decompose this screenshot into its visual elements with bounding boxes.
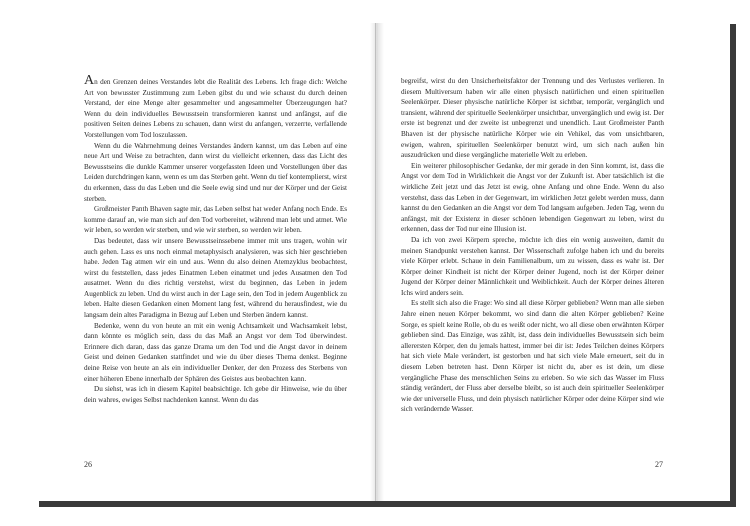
paragraph: Es stellt sich also die Frage: Wo sind all diese Körper geblieben? Wenn man alle sieben Jahre einen neuen Körper bekommt, wo sind dann die alten Körper geblieben? Keine Sorge, es spielt keine Rolle, ob du es weißt oder nicht, wo all diese oben erwähnten Körper geblieben sind. Das Einzige, was zählt, ist, dass dein individuelles Bewusstsein sich beim allerersten Körper, den du jemals hattest, immer bei dir ist: Jedes Teilchen deines Körpers hat sich viele Male verändert, ist gestorben und hat sich viele Male erneuert, seit du in diesem Leben betreten hast. Denn Körper ist nicht du, aber es ist dein, um diese vergängliche Phase des menschlichen Seins zu erleben. So wie sich das Wasser im Fluss ständig verändert, der Fluss aber derselbe bleibt, so ist auch dein spiritueller Seelenkörper wie der universelle Fluss, und dein physisch natürlicher Körper oder deine Körper sind wie sich verändernde Wasser.: [401, 299, 664, 414]
page-number: 27: [655, 460, 663, 469]
right-page: [376, 23, 730, 501]
left-page-text: [84, 73, 348, 405]
paragraph: Wenn du die Wahrnehmung deines Verstandes ändern kannst, um das Leben auf eine neue Art und Weise zu betrachten, dann wirst du vielleicht erkennen, dass das Licht des Bewusstseins die dunkle Kammer unserer vorgefassten Ideen und Vorstellungen über das Leiden durchdringen kann, wenn es um das Sterben geht. Wenn du tief kontemplierst, wirst du erkennen, dass du das Leben und die Seele ewig sind und nur der Körper und der Geist sterben.: [84, 141, 347, 203]
paragraph: Ein weiterer philosophischer Gedanke, der mir gerade in den Sinn kommt, ist, dass die Angst vor dem Tod in Wirklichkeit die Angst vor der Zukunft ist. Aber tatsächlich ist die wirkliche Zeit jetzt und das Jetzt ist ewig, ohne Anfang und ohne Ende. Wenn du also verstehst, dass das Leben in der Gegenwart, im wirklichen Jetzt gelebt werden muss, dann kannst du den Gedanken an die Angst vor dem Tod langsam aufgeben. Jeden Tag, wenn du anfängst, mit der Existenz in dieser schönen lebendigen Gegenwart zu leben, wirst du erkennen, dass der Tod nur eine Illusion ist.: [401, 161, 664, 234]
drop-cap: A: [84, 73, 95, 88]
paragraph-text: n den Grenzen deines Verstandes lebt die Realität des Lebens. Ich frage dich: Welche Art von bewusster Zustimmung zum Leben gibst du und wie schaust du durch deinen Verstand, der eine Menge alter gesammelter und angesammelter Überzeugungen hat? Wenn du dein individuelles Bewusstsein transformieren kannst und anfängst, auf die positiven Seiten deines Lebens zu schauen, dann wirst du anfangen, verzerrte, verfallende Vorstellungen vom Tod loszulassen.: [84, 78, 347, 139]
paragraph: Bedenke, wenn du von heute an mit ein wenig Achtsamkeit und Wachsamkeit lebst, dann könnte es möglich sein, dass du das Maß an Angst vor dem Tod überwindest. Erinnere dich daran, dass das ganze Drama um den Tod und die Angst davor in deinem Geist und deinen Gedanken stattfindet und wie du über dieses Thema denkst. Beginne deine Reise von heute an als ein individueller Denker, der den Prozess des Sterbens von einer höheren Ebene innerhalb der Sphären des Geistes aus beobachten kann.: [84, 321, 347, 383]
paragraph: Großmeister Panth Bhaven sagte mir, das Leben selbst hat weder Anfang noch Ende. Es komme darauf an, wie man sich auf den Tod vorbereitet, während man lebt und atmet. Wie wir leben, so werden wir sterben, und wie wir sterben, so werden wir leben.: [84, 205, 348, 235]
paragraph: [84, 73, 347, 141]
paragraph: begreifst, wirst du den Unsicherheitsfaktor der Trennung und des Verlustes verlieren. In diesem Multiversum haben wir alle einen physisch natürlichen und einen spirituellen Seelenkörper. Dieser physische natürliche Körper ist sichtbar, temporär, vergänglich und transient, während der spirituelle Seelenkörper unsichtbar, unvergänglich und ewig ist. Der erste ist begrenzt und der zweite ist unbegrenzt und unendlich. Laut Großmeister Panth Bhaven ist der physische natürliche Körper wie ein Vehikel, das vom unsichtbaren, ewigen, wahren, spirituellen Seelenkörper benutzt wird, um sich nach außen hin auszudrücken und diese vergängliche materielle Welt zu erleben.: [401, 77, 664, 160]
page-number: 26: [84, 460, 92, 469]
paragraph: Du siehst, was ich in diesem Kapitel beabsichtige. Ich gebe dir Hinweise, wie du über dein wahres, ewiges Selbst nachdenken kannst. Wenn du das: [84, 385, 347, 404]
paragraph: Da ich von zwei Körpern spreche, möchte ich dies ein wenig ausweiten, damit du meinen Standpunkt verstehen kannst. Der Wissenschaft zufolge haben ich und du bereits viele Körper erlebt. Schaue in dein Familienalbum, um zu wissen, dass es wahr ist. Der Körper deiner Kindheit ist nicht der Körper deiner Jugend, noch ist der Körper deiner Jugend der Körper deiner Männlichkeit und Weiblichkeit. Auch der Körper deines älteren Ichs wird anders sein.: [401, 235, 664, 297]
right-page-text: [401, 76, 664, 415]
paragraph: Das bedeutet, dass wir unsere Bewusstseinssebene immer mit uns tragen, wohin wir auch gehen. Lass es uns noch einmal metaphysisch analysieren, was sich hier geschrieben habe. Jeden Tag atmen wir ein und aus. Wenn du also deinen Atemzyklus beobachtest, wirst du feststellen, dass jedes Einatmen Leben einatmet und jedes Ausatmen den Tod ausatmet. Wenn du dies richtig verstehst, wirst du beginnen, das Leben in jedem Augenblick zu leben. Und du wirst auch in der Lage sein, den Tod in jedem Augenblick zu leben. Halte diesen Gedanken einen Moment lang fest, während du herausfindest, wie du langsam dein altes Paradigma in Bezug auf Leben und Sterben ändern kannst.: [84, 236, 347, 320]
left-page: [35, 23, 376, 501]
